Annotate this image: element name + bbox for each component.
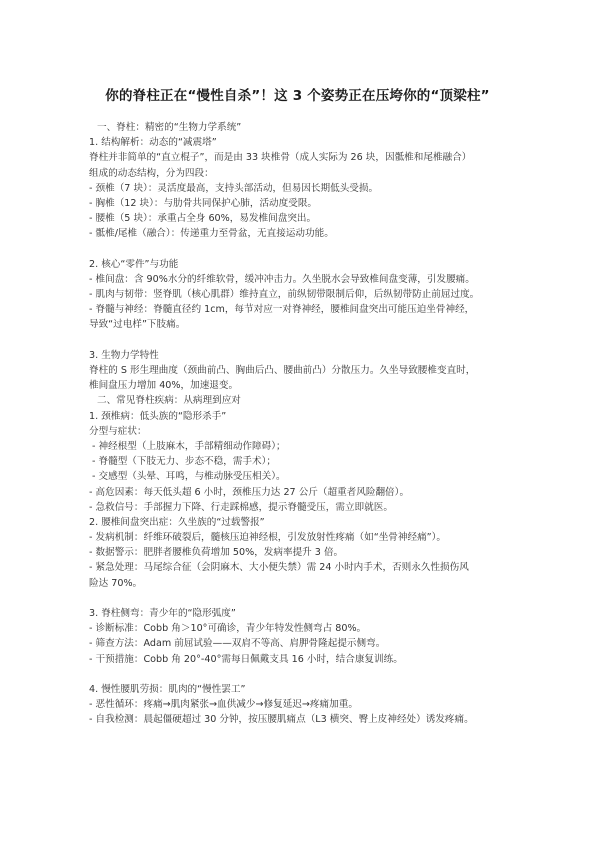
section-heading-diseases: 二、常见脊柱疾病：从病理到应对 bbox=[97, 395, 241, 407]
paragraph-line: 分型与症状： bbox=[89, 425, 147, 437]
list-item: - 发病机制：纤维环破裂后，髓核压迫神经根，引发放射性疼痛（如“坐骨神经痛”）。 bbox=[89, 532, 447, 544]
article-title: 你的脊柱正在“慢性自杀”！这 3 个姿势正在压垮你的“顶梁柱” bbox=[105, 88, 490, 104]
list-item: - 神经根型（上肢麻木，手部精细动作障碍）； bbox=[92, 440, 286, 452]
list-item: - 交感型（头晕、耳鸣，与椎动脉受压相关）。 bbox=[92, 471, 286, 483]
list-item: - 肌肉与韧带：竖脊肌（核心肌群）维持直立，前纵韧带限制后仰，后纵韧带防止前屈过度。 bbox=[89, 289, 480, 301]
subheading-core-parts: 2. 核心“零件”与功能 bbox=[89, 258, 179, 270]
subheading-biomechanics: 3. 生物力学特性 bbox=[89, 349, 159, 361]
paragraph-gap bbox=[89, 591, 519, 606]
list-item: - 胸椎（12 块）：与肋骨共同保护心肺，活动度受限。 bbox=[89, 197, 318, 209]
list-item: 导致“过电样”下肢痛。 bbox=[89, 319, 186, 331]
list-item: - 诊断标准：Cobb 角＞10°可确诊，青少年特发性侧弯占 80%。 bbox=[89, 623, 367, 635]
list-item: - 颈椎（7 块）：灵活度最高，支持头部活动，但易因长期低头受损。 bbox=[89, 182, 379, 194]
paragraph-line: 脊柱并非简单的“直立棍子”，而是由 33 块椎骨（成人实际为 26 块，因骶椎和尾椎融合） bbox=[89, 152, 472, 164]
paragraph-line: 脊柱的 S 形生理曲度（颈曲前凸、胸曲后凸、腰曲前凸）分散压力。久坐导致腰椎变直时， bbox=[89, 365, 476, 376]
subheading-cervical: 1. 颈椎病：低头族的“隐形杀手” bbox=[89, 410, 227, 422]
list-item: - 高危因素：每天低头超 6 小时，颈椎压力达 27 公斤（超重者风险翻倍）。 bbox=[89, 486, 410, 498]
list-item: - 腰椎（5 块）：承重占全身 60%，易发椎间盘突出。 bbox=[89, 213, 317, 225]
article-body bbox=[89, 120, 519, 728]
subheading-structure-analysis: 1. 结构解析：动态的“减震塔” bbox=[89, 137, 217, 149]
list-item: - 急救信号：手部握力下降、行走踩棉感，提示脊髓受压，需立即就医。 bbox=[89, 501, 393, 513]
paragraph-line: 椎间盘压力增加 40%，加速退变。 bbox=[89, 380, 239, 392]
list-item: - 恶性循环：疼痛→肌肉紧张→血供减少→修复延迟→疼痛加重。 bbox=[89, 699, 358, 711]
list-item: - 干预措施：Cobb 角 20°-40°需每日佩戴支具 16 小时，结合康复训练。 bbox=[89, 653, 403, 665]
paragraph-gap bbox=[89, 242, 519, 257]
subheading-lumbar-strain: 4. 慢性腰肌劳损：肌肉的“慢性罢工” bbox=[89, 683, 246, 695]
list-item: - 脊髓与神经：脊髓直径约 1cm，每节对应一对脊神经，腰椎间盘突出可能压迫坐骨神经， bbox=[89, 304, 475, 316]
list-item: - 骶椎/尾椎（融合）：传递重力至骨盆，无直接运动功能。 bbox=[89, 228, 334, 240]
list-item: - 脊髓型（下肢无力、步态不稳，需手术）； bbox=[92, 456, 276, 468]
section-heading-structure: 一、脊柱：精密的“生物力学系统” bbox=[97, 122, 242, 133]
list-item: - 椎间盘：含 90%水分的纤维软骨，缓冲冲击力。久坐脱水会导致椎间盘变薄，引发腰痛。 bbox=[89, 273, 475, 285]
list-item: - 自我检测：晨起僵硬超过 30 分钟，按压腰肌痛点（L3 横突、臀上皮神经处）诱发疼痛。 bbox=[89, 714, 474, 726]
paragraph-line: 组成的动态结构，分为四段： bbox=[89, 167, 214, 179]
subheading-lumbar-disc: 2. 腰椎间盘突出症：久坐族的“过载警报” bbox=[89, 516, 265, 528]
list-item: - 筛查方法：Adam 前屈试验——双肩不等高、肩胛骨隆起提示侧弯。 bbox=[89, 638, 386, 650]
list-item: - 数据警示：肥胖者腰椎负荷增加 50%，发病率提升 3 倍。 bbox=[89, 547, 344, 559]
paragraph-gap bbox=[89, 333, 519, 348]
paragraph-gap bbox=[89, 667, 519, 682]
list-item: - 紧急处理：马尾综合征（会阴麻木、大小便失禁）需 24 小时内手术，否则永久性损伤风 bbox=[89, 562, 469, 574]
list-item: 险达 70%。 bbox=[89, 577, 143, 589]
subheading-scoliosis: 3. 脊柱侧弯：青少年的“隐形弧度” bbox=[89, 608, 236, 619]
